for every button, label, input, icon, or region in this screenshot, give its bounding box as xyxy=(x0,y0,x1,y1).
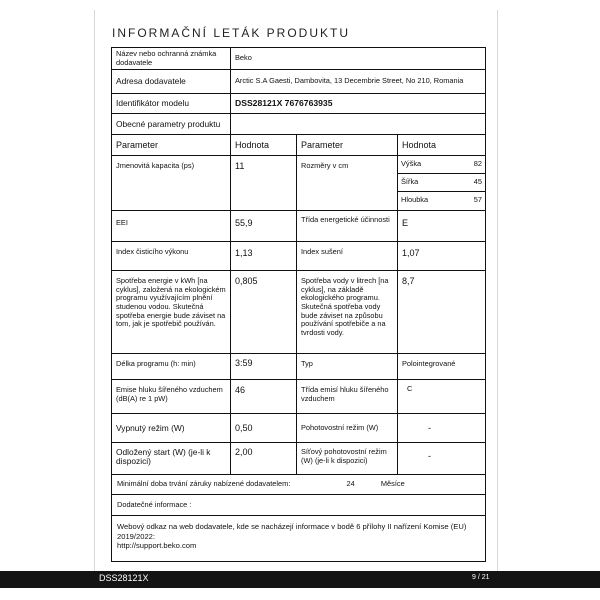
off-mode-value: 0,50 xyxy=(231,414,297,443)
water-consumption-label: Spotřeba vody v litrech [na cyklus], na základě ekologického programu. Skutečná spotřeba vody bude záviset na způsobu používání spotřebiče a na tvrdosti vody. xyxy=(297,271,398,354)
noise-emission-label: Emise hluku šířeného vzduchem (dB(A) re 1 pW) xyxy=(112,380,231,414)
dimension-label: Šířka xyxy=(398,173,442,191)
dimensions-cell xyxy=(398,156,486,211)
dimension-label: Hloubka xyxy=(401,195,429,205)
type-label: Typ xyxy=(297,354,398,380)
dimension-value: 57 xyxy=(473,195,483,205)
header-parameter-1: Parameter xyxy=(112,135,231,156)
energy-consumption-value: 0,805 xyxy=(231,271,297,354)
noise-class-label: Třída emisí hluku šířeného vzduchem xyxy=(297,380,398,414)
additional-info-label: Dodatečné informace : xyxy=(112,495,486,516)
page-indicator: 9 / 21 xyxy=(472,574,490,581)
noise-class-value: C xyxy=(398,380,486,414)
warranty-label: Minimální doba trvání záruky nabízené dodavatelem: xyxy=(117,479,291,489)
product-info-table xyxy=(111,47,486,562)
header-value-2: Hodnota xyxy=(398,135,486,156)
type-value: Polointegrované xyxy=(398,354,486,380)
model-identifier-label: Identifikátor modelu xyxy=(112,94,231,114)
dimensions-table xyxy=(398,156,485,209)
delay-start-value: 2,00 xyxy=(231,443,297,475)
delay-start-label: Odložený start (W) (je-li k dispozici) xyxy=(112,443,231,475)
web-link-text: Webový odkaz na web dodavatele, kde se nacházejí informace v bodě 6 přílohy II nařízení Komise (EU) 2019/2022: xyxy=(117,522,467,541)
support-url[interactable]: http://support.beko.com xyxy=(117,541,197,550)
noise-emission-value: 46 xyxy=(231,380,297,414)
pdf-footer-bar xyxy=(0,571,600,588)
web-link-cell xyxy=(112,516,486,562)
supplier-name-label: Název nebo ochranná známka dodavatele xyxy=(112,48,231,70)
dimensions-label: Rozměry v cm xyxy=(297,156,398,211)
network-standby-value: - xyxy=(398,443,486,475)
supplier-address-label: Adresa dodavatele xyxy=(112,70,231,94)
warranty-row xyxy=(112,475,486,495)
page-title: INFORMAČNÍ LETÁK PRODUKTU xyxy=(112,26,351,40)
cleaning-index-value: 1,13 xyxy=(231,242,297,271)
footer-model: DSS28121X xyxy=(99,573,149,583)
program-duration-value: 3:59 xyxy=(231,354,297,380)
network-standby-label: Síťový pohotovostní režim (W) (je-li k dispozici) xyxy=(297,443,398,475)
cleaning-index-label: Index čisticího výkonu xyxy=(112,242,231,271)
header-value-1: Hodnota xyxy=(231,135,297,156)
dimension-value: 82 xyxy=(442,156,486,173)
general-parameters-value xyxy=(231,114,486,135)
energy-class-label: Třída energetické účinnosti xyxy=(297,211,398,242)
supplier-name-value: Beko xyxy=(231,48,486,70)
program-duration-label: Délka programu (h: min) xyxy=(112,354,231,380)
general-parameters-label: Obecné parametry produktu xyxy=(112,114,231,135)
energy-class-value: E xyxy=(398,211,486,242)
capacity-value: 11 xyxy=(231,156,297,211)
supplier-address-value: Arctic S.A Gaesti, Dambovita, 13 Decembrie Street, No 210, Romania xyxy=(231,70,486,94)
off-mode-label: Vypnutý režim (W) xyxy=(112,414,231,443)
dimension-value: 45 xyxy=(442,173,486,191)
warranty-value: 24 xyxy=(346,479,355,489)
dimension-label: Výška xyxy=(398,156,442,173)
eei-value: 55,9 xyxy=(231,211,297,242)
warranty-unit: Měsíce xyxy=(380,479,405,489)
drying-index-label: Index sušení xyxy=(297,242,398,271)
capacity-label: Jmenovitá kapacita (ps) xyxy=(112,156,231,211)
energy-consumption-label: Spotřeba energie v kWh [na cyklus], založená na ekologickém programu využívajícím plnění studenou vodou. Skutečná spotřeba energie bude záviset na tom, jak je spotřebič používán. xyxy=(112,271,231,354)
standby-mode-value: - xyxy=(398,414,486,443)
water-consumption-value: 8,7 xyxy=(398,271,486,354)
drying-index-value: 1,07 xyxy=(398,242,486,271)
header-parameter-2: Parameter xyxy=(297,135,398,156)
eei-label: EEI xyxy=(112,211,231,242)
standby-mode-label: Pohotovostní režim (W) xyxy=(297,414,398,443)
model-identifier-value: DSS28121X 7676763935 xyxy=(231,94,486,114)
